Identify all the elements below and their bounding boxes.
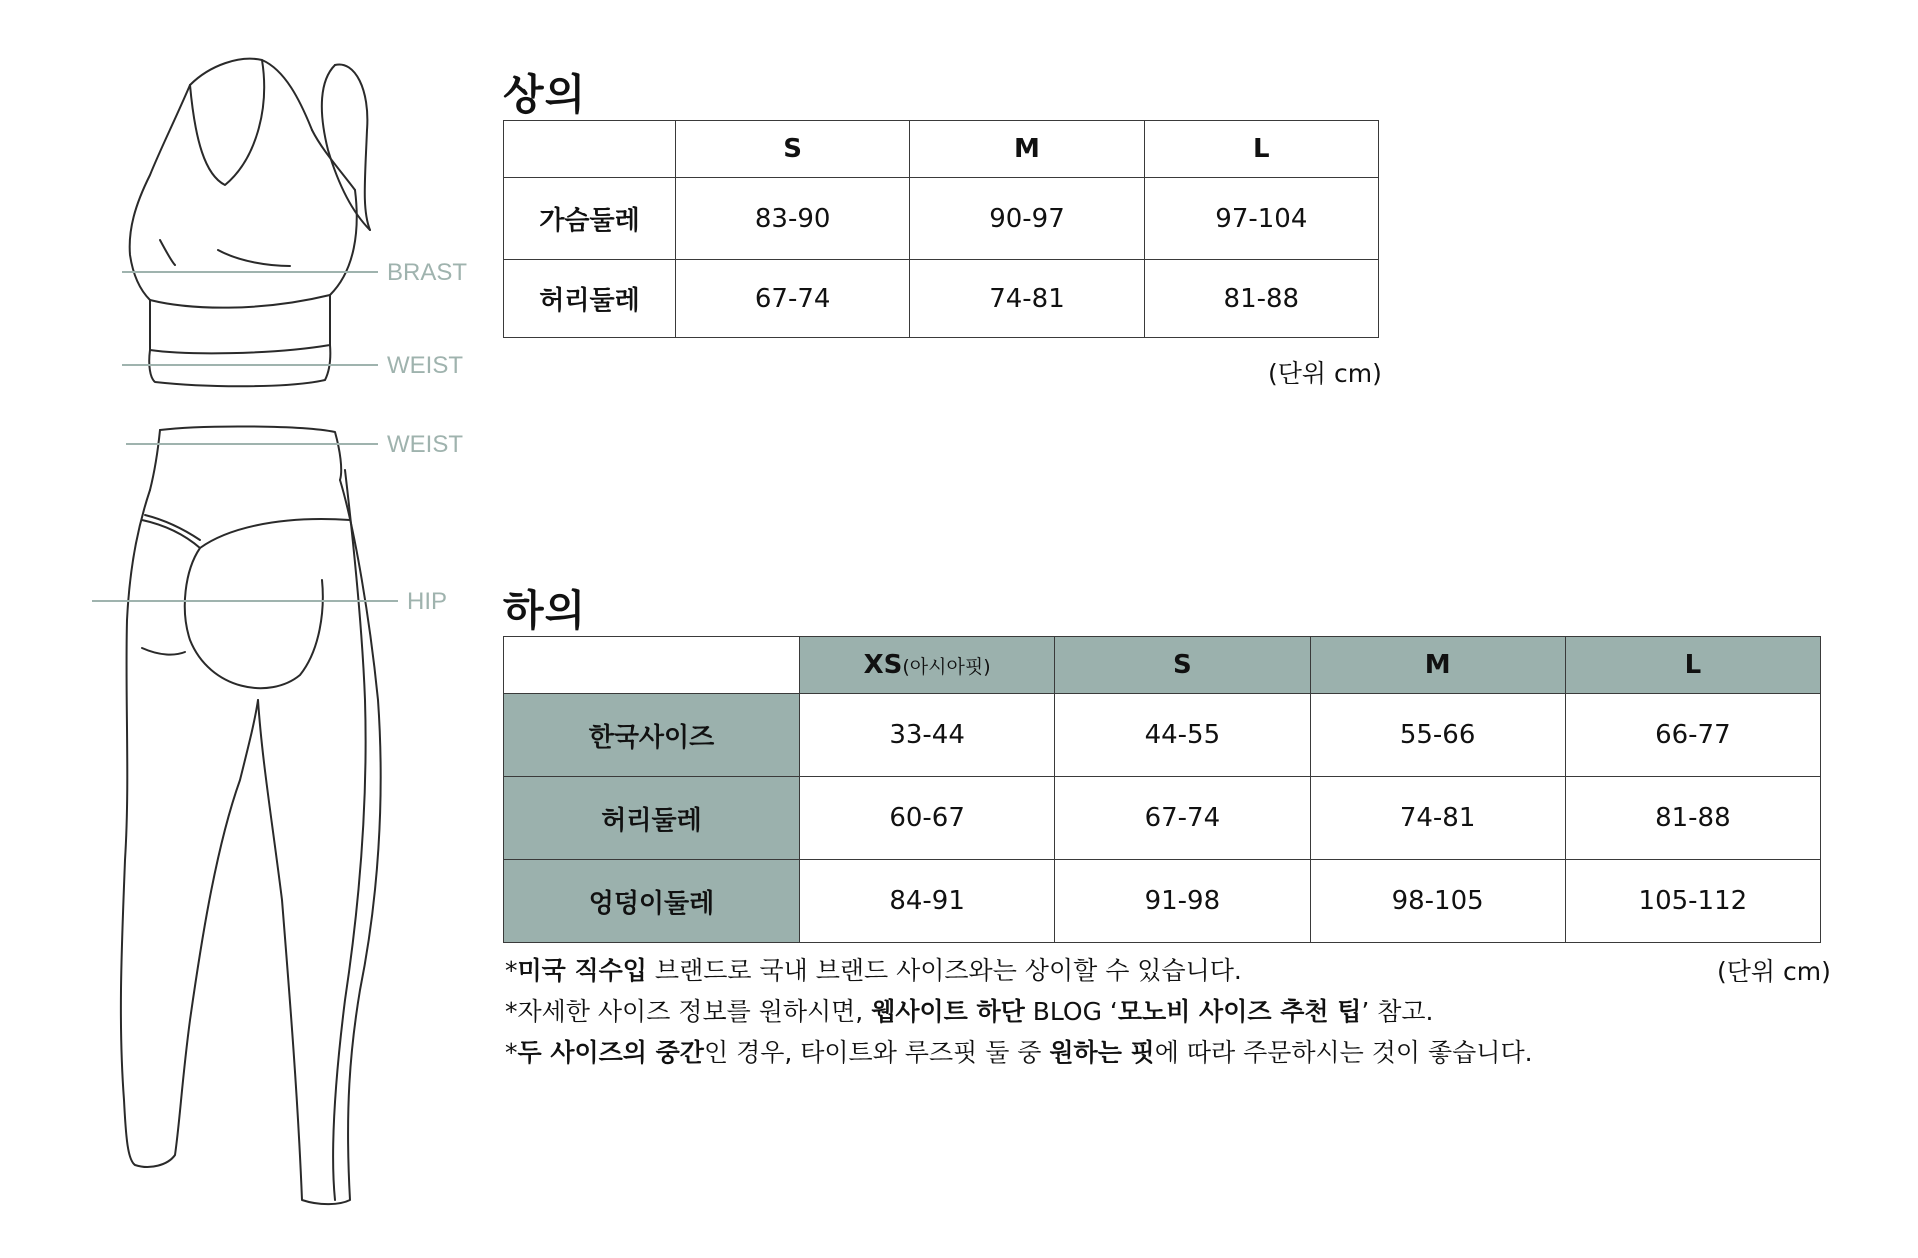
bottom-header-cell: S [1055,637,1310,694]
bottom-unit-label: (단위 cm) [1717,957,1831,986]
table-cell: 74-81 [910,260,1144,338]
row-label: 허리둘레 [504,260,676,338]
table-cell: 90-97 [910,178,1144,260]
row-label: 엉덩이둘레 [504,860,800,943]
top-unit-label: (단위 cm) [1268,359,1382,388]
row-label: 가슴둘레 [504,178,676,260]
bottom-header-cell: M [1310,637,1565,694]
table-cell: 98-105 [1310,860,1565,943]
hip-label: HIP [407,588,448,615]
footnote-line: *자세한 사이즈 정보를 원하시면, 웹사이트 하단 BLOG ‘모노비 사이즈 추천 팁’ 참고. [505,997,1434,1026]
row-label: 허리둘레 [504,777,800,860]
bottom-header-row [504,637,1821,694]
table-cell: 91-98 [1055,860,1310,943]
top-header-cell: S [676,121,910,178]
bottom-size-table [503,636,1821,943]
table-cell: 84-91 [800,860,1055,943]
table-cell: 44-55 [1055,694,1310,777]
table-cell: 66-77 [1565,694,1820,777]
top-section-title: 상의 [503,70,587,119]
footnote-line: *두 사이즈의 중간인 경우, 타이트와 루즈핏 둘 중 원하는 핏에 따라 주문하시는 것이 좋습니다. [505,1038,1533,1067]
table-cell: 60-67 [800,777,1055,860]
bottom-header-cell: XS(아시아핏) [800,637,1055,694]
table-row [504,260,1379,338]
bottom-section-title: 하의 [503,586,587,635]
footnote-line: *미국 직수입 브랜드로 국내 브랜드 사이즈와는 상이할 수 있습니다. [505,956,1242,985]
top-header-row [504,121,1379,178]
garment-illustration [0,0,480,1258]
top-waist-label: WEIST [387,352,463,379]
table-cell: 67-74 [1055,777,1310,860]
table-row [504,694,1821,777]
bottom-header-corner [504,637,800,694]
top-header-cell: M [910,121,1144,178]
table-row [504,777,1821,860]
table-row [504,178,1379,260]
top-header-cell: L [1144,121,1378,178]
table-cell: 97-104 [1144,178,1378,260]
row-label: 한국사이즈 [504,694,800,777]
bottom-header-cell: L [1565,637,1820,694]
table-cell: 33-44 [800,694,1055,777]
table-cell: 105-112 [1565,860,1820,943]
sports-bra-drawing [130,59,370,387]
bottom-waist-label: WEIST [387,431,463,458]
table-cell: 81-88 [1144,260,1378,338]
footnotes [505,950,1533,1073]
table-cell: 67-74 [676,260,910,338]
top-size-table [503,120,1379,338]
table-cell: 55-66 [1310,694,1565,777]
leggings-drawing [121,426,381,1204]
table-cell: 74-81 [1310,777,1565,860]
top-header-cell [504,121,676,178]
table-cell: 81-88 [1565,777,1820,860]
table-row [504,860,1821,943]
bust-label: BRAST [387,259,468,286]
table-cell: 83-90 [676,178,910,260]
